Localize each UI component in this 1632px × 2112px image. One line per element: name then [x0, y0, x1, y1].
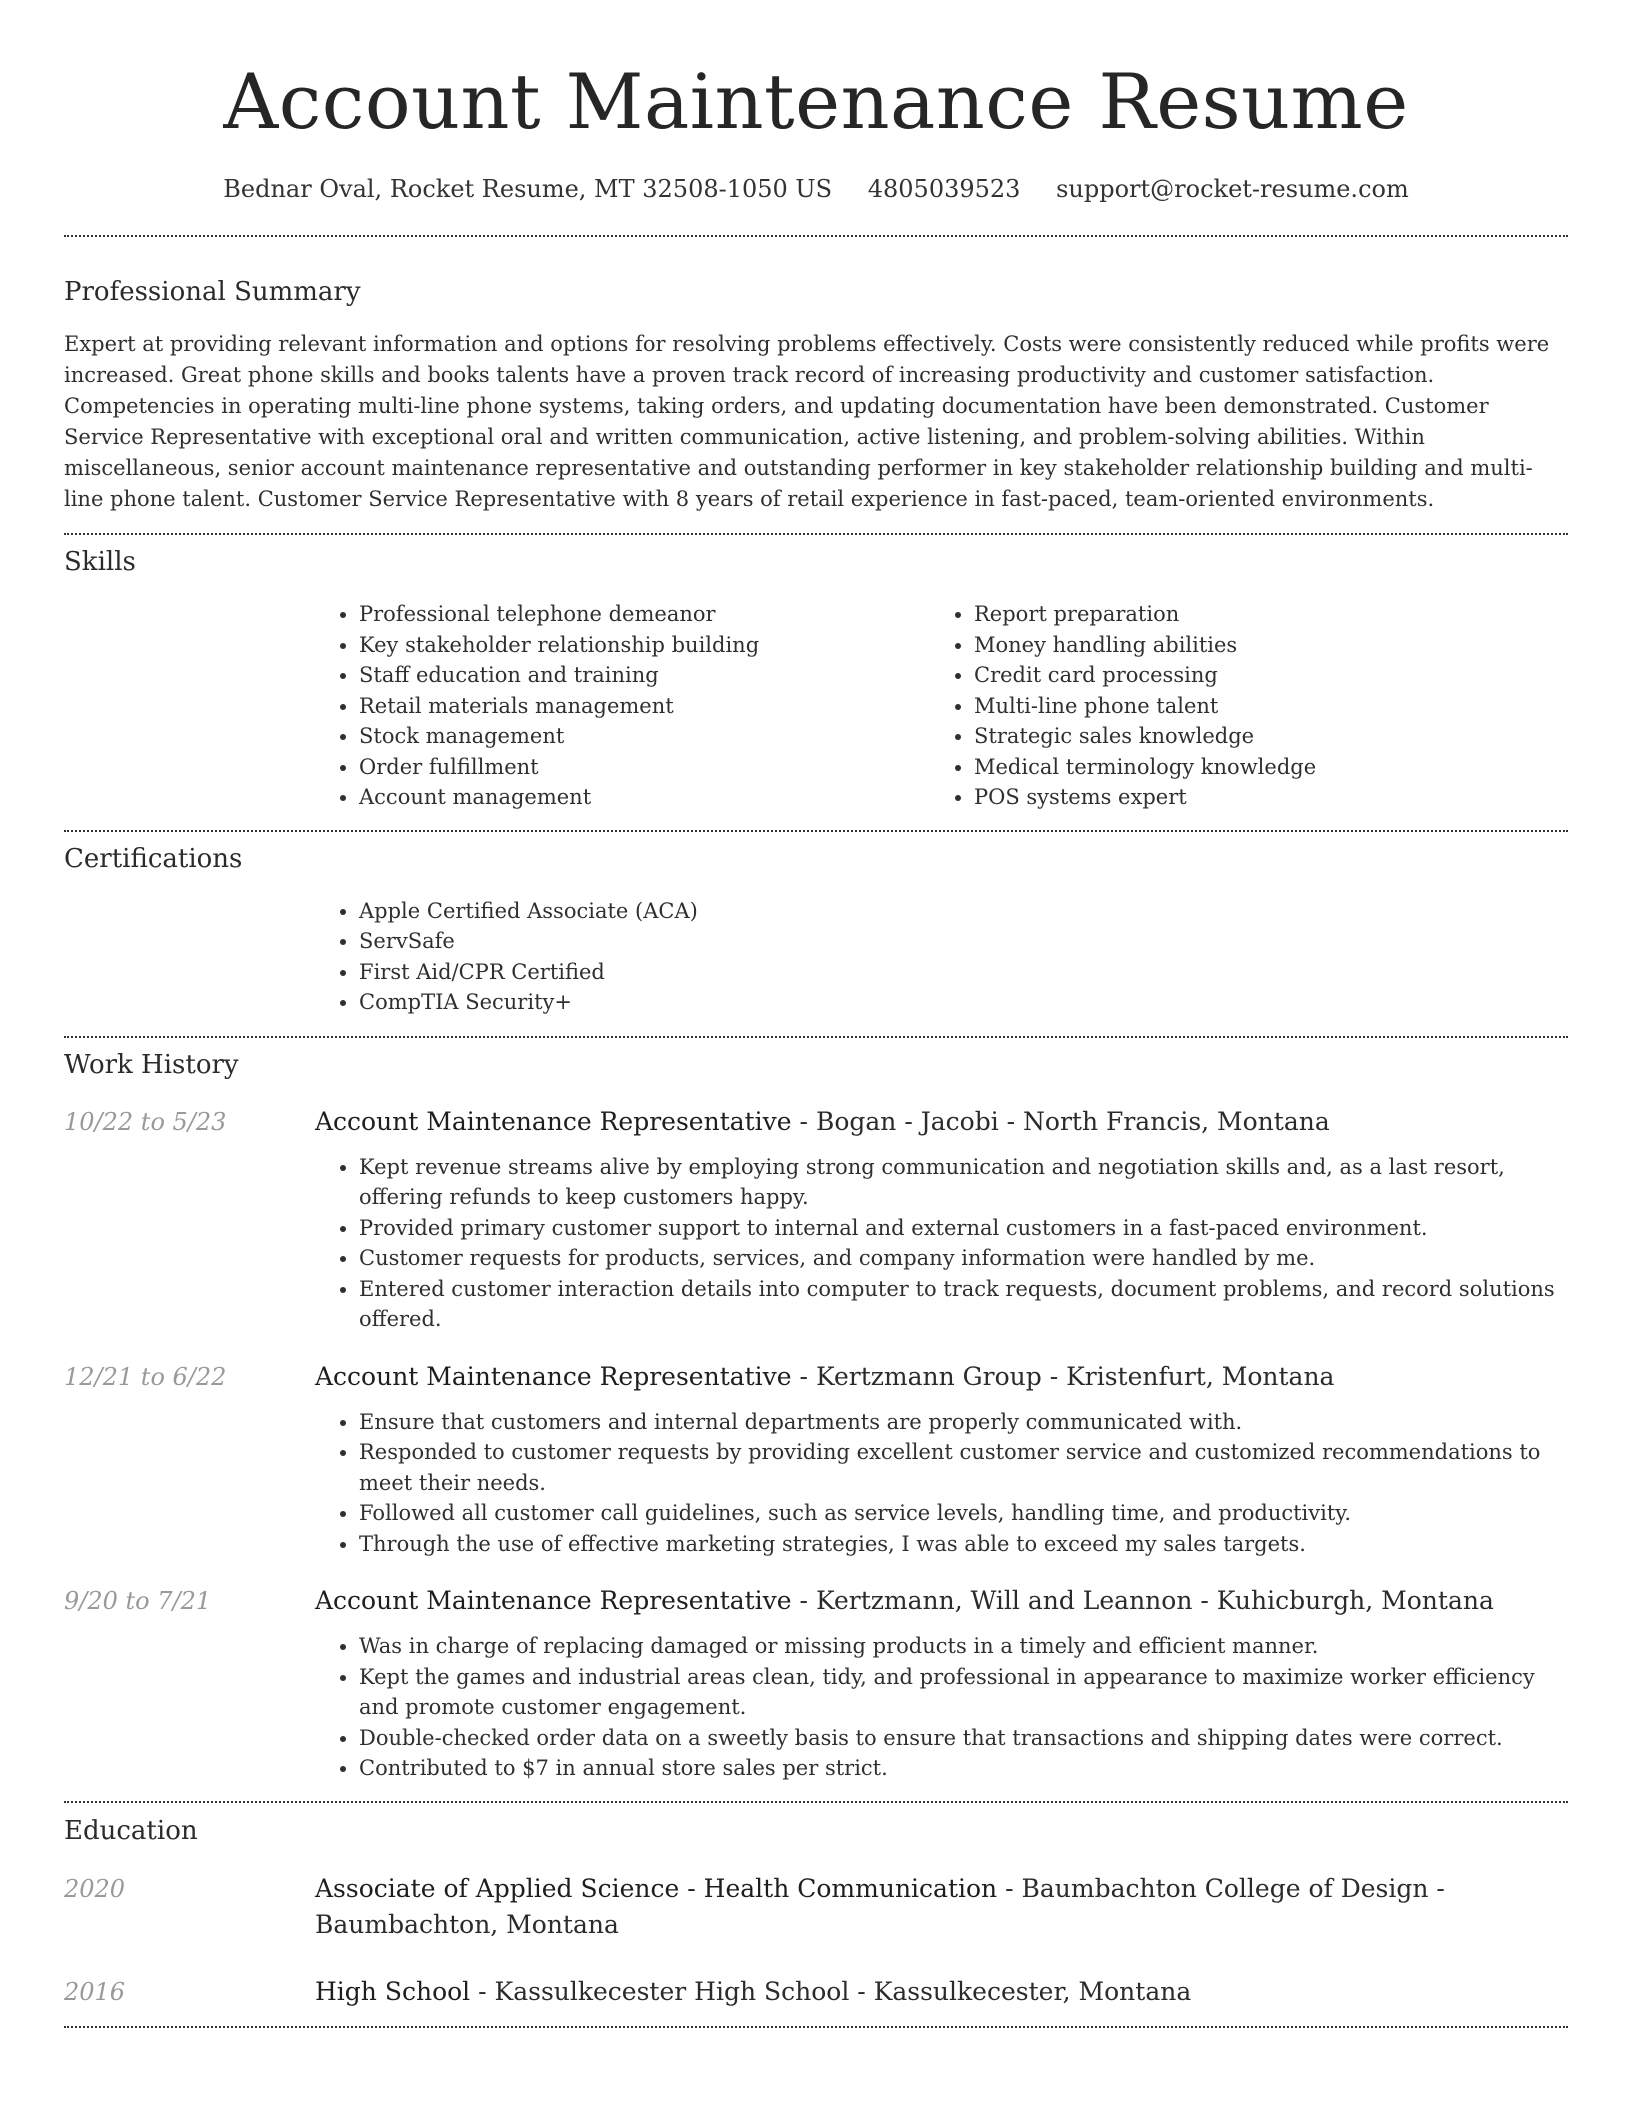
list-item: • Professional telephone demeanor — [359, 599, 930, 630]
summary-text: Expert at providing relevant information and options for resolving problems effectively. Costs were consistently reduced while profits were increased. Great phone skills and books talents have a proven track record of increasing productivity and customer satisfaction. Competencies in operating multi-line phone systems, taking orders, and updating documentation have been demonstrated. Customer Service Representative with exceptional oral and written communication, active listening, and problem-solving abilities. Within miscellaneous, senior account maintenance representative and outstanding performer in key stakeholder relationship building and multi-line phone talent. Customer Service Representative with 8 years of retail experience in fast-paced, team-oriented environments. — [64, 332, 1550, 511]
section-title-skills: Skills — [64, 547, 136, 577]
list-item: • Multi-line phone talent — [974, 691, 1545, 722]
list-item: • Kept the games and industrial areas clean, tidy, and professional in appearance to maximize worker efficiency and promote customer engagement. — [359, 1662, 1568, 1723]
job-company: - Kertzmann Group - Kristenfurt, Montana — [791, 1361, 1335, 1391]
job-dates: 10/22 to 5/23 — [64, 1107, 227, 1136]
list-item: • POS systems expert — [974, 782, 1545, 813]
education-title — [315, 1871, 1568, 1943]
job-header — [64, 1104, 1568, 1140]
list-item: • Through the use of effective marketing strategies, I was able to exceed my sales targets. — [359, 1529, 1568, 1560]
job-role: Account Maintenance Representative — [315, 1106, 792, 1136]
job-title — [315, 1583, 1494, 1619]
list-item: • Key stakeholder relationship building — [359, 630, 930, 661]
list-item: • Entered customer interaction details into computer to track requests, document problems, and record solutions offered. — [359, 1274, 1568, 1335]
list-item: • Account management — [359, 782, 930, 813]
divider — [64, 2026, 1568, 2028]
list-item: • Ensure that customers and internal departments are properly communicated with. — [359, 1407, 1568, 1438]
list-item: • Medical terminology knowledge — [974, 752, 1545, 783]
list-item: • Staff education and training — [359, 660, 930, 691]
contact-email: support@rocket-resume.com — [1056, 175, 1409, 203]
divider — [64, 533, 1568, 535]
list-item: • Credit card processing — [974, 660, 1545, 691]
job-title — [315, 1104, 1330, 1140]
job-title — [315, 1359, 1334, 1395]
divider — [64, 830, 1568, 832]
list-item: • Customer requests for products, services, and company information were handled by me. — [359, 1243, 1568, 1274]
list-item: • Contributed to $7 in annual store sales per strict. — [359, 1753, 1568, 1784]
list-item: • First Aid/CPR Certified — [359, 957, 1568, 988]
education-entry — [64, 1871, 1568, 1943]
job-header — [64, 1583, 1568, 1619]
section-title-summary: Professional Summary — [64, 277, 361, 307]
section-title-education: Education — [64, 1815, 198, 1846]
list-item: • Kept revenue streams alive by employing strong communication and negotiation skills and, as a last resort, offering refunds to keep customers happy. — [359, 1152, 1568, 1213]
education-school: - Kassulkecester High School - Kassulkecester, Montana — [470, 1976, 1192, 2006]
job-bullets — [315, 1407, 1568, 1560]
job-company: - Bogan - Jacobi - North Francis, Montana — [791, 1106, 1330, 1136]
job-bullets — [315, 1152, 1568, 1335]
certifications-list — [315, 896, 1568, 1018]
list-item: • Strategic sales knowledge — [974, 721, 1545, 752]
list-item: • Was in charge of replacing damaged or missing products in a timely and efficient manner. — [359, 1631, 1568, 1662]
list-item: • Report preparation — [974, 599, 1545, 630]
list-item: • Money handling abilities — [974, 630, 1545, 661]
education-school: - Baumbachton College of Design - Baumbachton, Montana — [315, 1873, 1445, 1939]
list-item: • Provided primary customer support to internal and external customers in a fast-paced environment. — [359, 1213, 1568, 1244]
education-year: 2020 — [64, 1874, 126, 1903]
job-company: - Kertzmann, Will and Leannon - Kuhicburgh, Montana — [791, 1586, 1494, 1615]
job-role: Account Maintenance Representative — [315, 1361, 792, 1391]
job-dates: 9/20 to 7/21 — [64, 1587, 212, 1615]
skills-column-left — [315, 599, 930, 813]
list-item: • CompTIA Security+ — [359, 987, 1568, 1018]
job-header — [64, 1359, 1568, 1395]
list-item: • Responded to customer requests by providing excellent customer service and customized recommendations to meet their needs. — [359, 1437, 1568, 1498]
divider — [64, 1801, 1568, 1803]
divider — [64, 1036, 1568, 1038]
job-role: Account Maintenance Representative — [315, 1586, 792, 1615]
section-title-certifications: Certifications — [64, 843, 243, 874]
job-entry — [64, 1359, 1568, 1560]
list-item: • Double-checked order data on a sweetly basis to ensure that transactions and shipping dates were correct. — [359, 1723, 1568, 1754]
education-degree: High School — [315, 1976, 471, 2006]
contact-address: Bednar Oval, Rocket Resume, MT 32508-1050 US — [223, 175, 833, 203]
divider — [64, 235, 1568, 237]
list-item: • Order fulfillment — [359, 752, 930, 783]
job-entry — [64, 1104, 1568, 1335]
job-entry — [64, 1583, 1568, 1784]
section-title-work-history: Work History — [64, 1049, 239, 1080]
list-item: • Stock management — [359, 721, 930, 752]
job-bullets — [315, 1631, 1568, 1784]
education-entry — [64, 1974, 1568, 2010]
contact-line — [64, 172, 1568, 206]
job-dates: 12/21 to 6/22 — [64, 1362, 227, 1391]
list-item: • ServSafe — [359, 926, 1568, 957]
list-item: • Retail materials management — [359, 691, 930, 722]
page-title: Account Maintenance Resume — [223, 57, 1409, 146]
education-title — [315, 1974, 1568, 2010]
skills-grid — [315, 599, 1568, 813]
list-item: • Followed all customer call guidelines, such as service levels, handling time, and productivity. — [359, 1498, 1568, 1529]
list-item: • Apple Certified Associate (ACA) — [359, 896, 1568, 927]
contact-phone: 4805039523 — [867, 175, 1021, 203]
education-year: 2016 — [64, 1977, 126, 2006]
education-degree: Associate of Applied Science - Health Communication — [315, 1873, 998, 1903]
skills-column-right — [930, 599, 1545, 813]
